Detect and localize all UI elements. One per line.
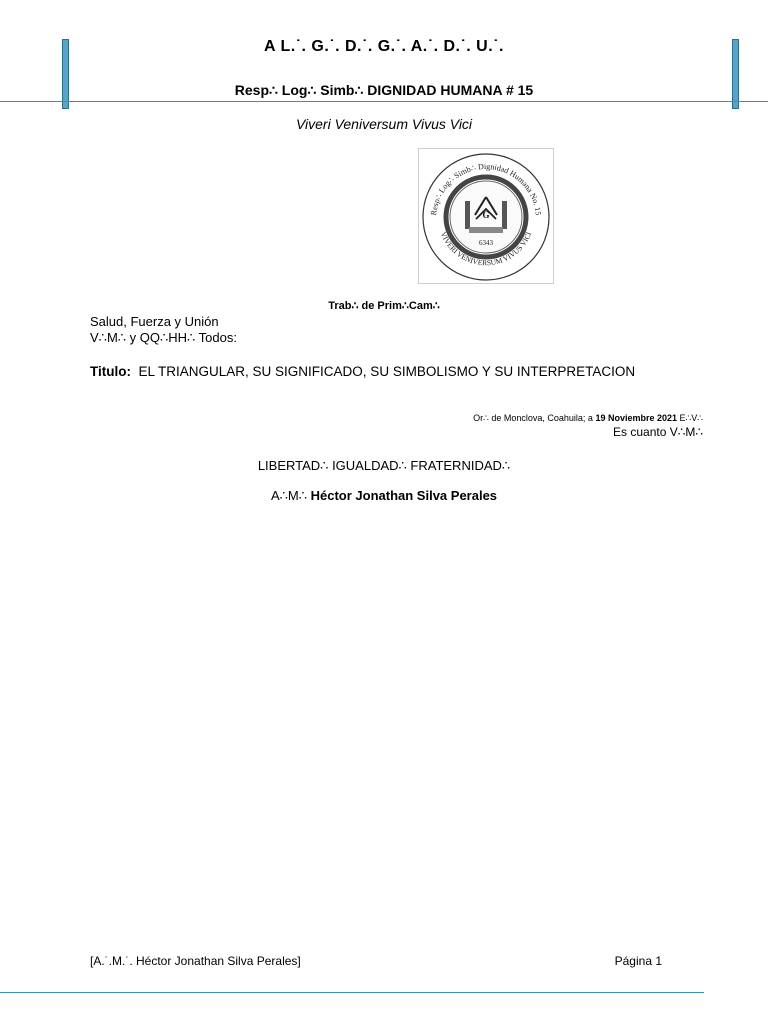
place-suffix: E∴V∴ (679, 413, 703, 423)
greeting-line-1: Salud, Fuerza y Unión (90, 314, 219, 329)
lodge-seal (418, 148, 554, 284)
work-type: Trab∴ de Prim∴Cam∴ (328, 300, 440, 312)
header-rule (0, 101, 768, 102)
seal-left-pillar (465, 201, 470, 229)
place-date (473, 413, 703, 424)
seal-right-pillar (502, 201, 507, 229)
seal-arc-text-bottom: VIVERI VENIVERSUM VIVUS VICI (438, 230, 534, 268)
place-prefix: Or∴ de Monclova, Coahuila; a (473, 413, 593, 423)
place-date-value: 19 Noviembre 2021 (595, 413, 678, 423)
es-cuanto: Es cuanto V∴M∴ (613, 425, 703, 439)
greeting (90, 314, 237, 346)
author-name: Héctor Jonathan Silva Perales (310, 488, 498, 503)
document-title: A L.˙. G.˙. D.˙. G.˙. A.˙. D.˙. U.˙. (264, 38, 504, 55)
seal-year-text: 6343 (479, 239, 493, 247)
footer-page-number: Página 1 (614, 954, 662, 968)
work-title-text: EL TRIANGULAR, SU SIGNIFICADO, SU SIMBOLISMO Y SU INTERPRETACION (138, 364, 636, 379)
work-title (90, 364, 635, 379)
author-prefix: A∴M∴ (270, 488, 307, 503)
seal-center-letter: G (482, 210, 490, 220)
seal-emblem (419, 149, 553, 283)
author-signature (0, 488, 768, 504)
lodge-motto: Viveri Veniversum Vivus Vici (295, 116, 473, 132)
seal-checkered-floor (469, 227, 503, 233)
footer-rule (0, 992, 704, 993)
lodge-name: Resp∴ Log∴ Simb∴ DIGNIDAD HUMANA # 15 (234, 82, 534, 98)
footer-author: [A.˙.M.˙. Héctor Jonathan Silva Perales] (90, 954, 301, 968)
greeting-line-2: V∴M∴ y QQ∴HH∴ Todos: (90, 330, 237, 345)
work-title-label: Titulo: (90, 364, 131, 379)
liberty-motto: LIBERTAD∴ IGUALDAD∴ FRATERNIDAD∴ (257, 458, 511, 473)
seal-arc-text-top: Resp∴ Log∴ Simb∴ Dignidad Humana No. 15 (429, 161, 543, 216)
